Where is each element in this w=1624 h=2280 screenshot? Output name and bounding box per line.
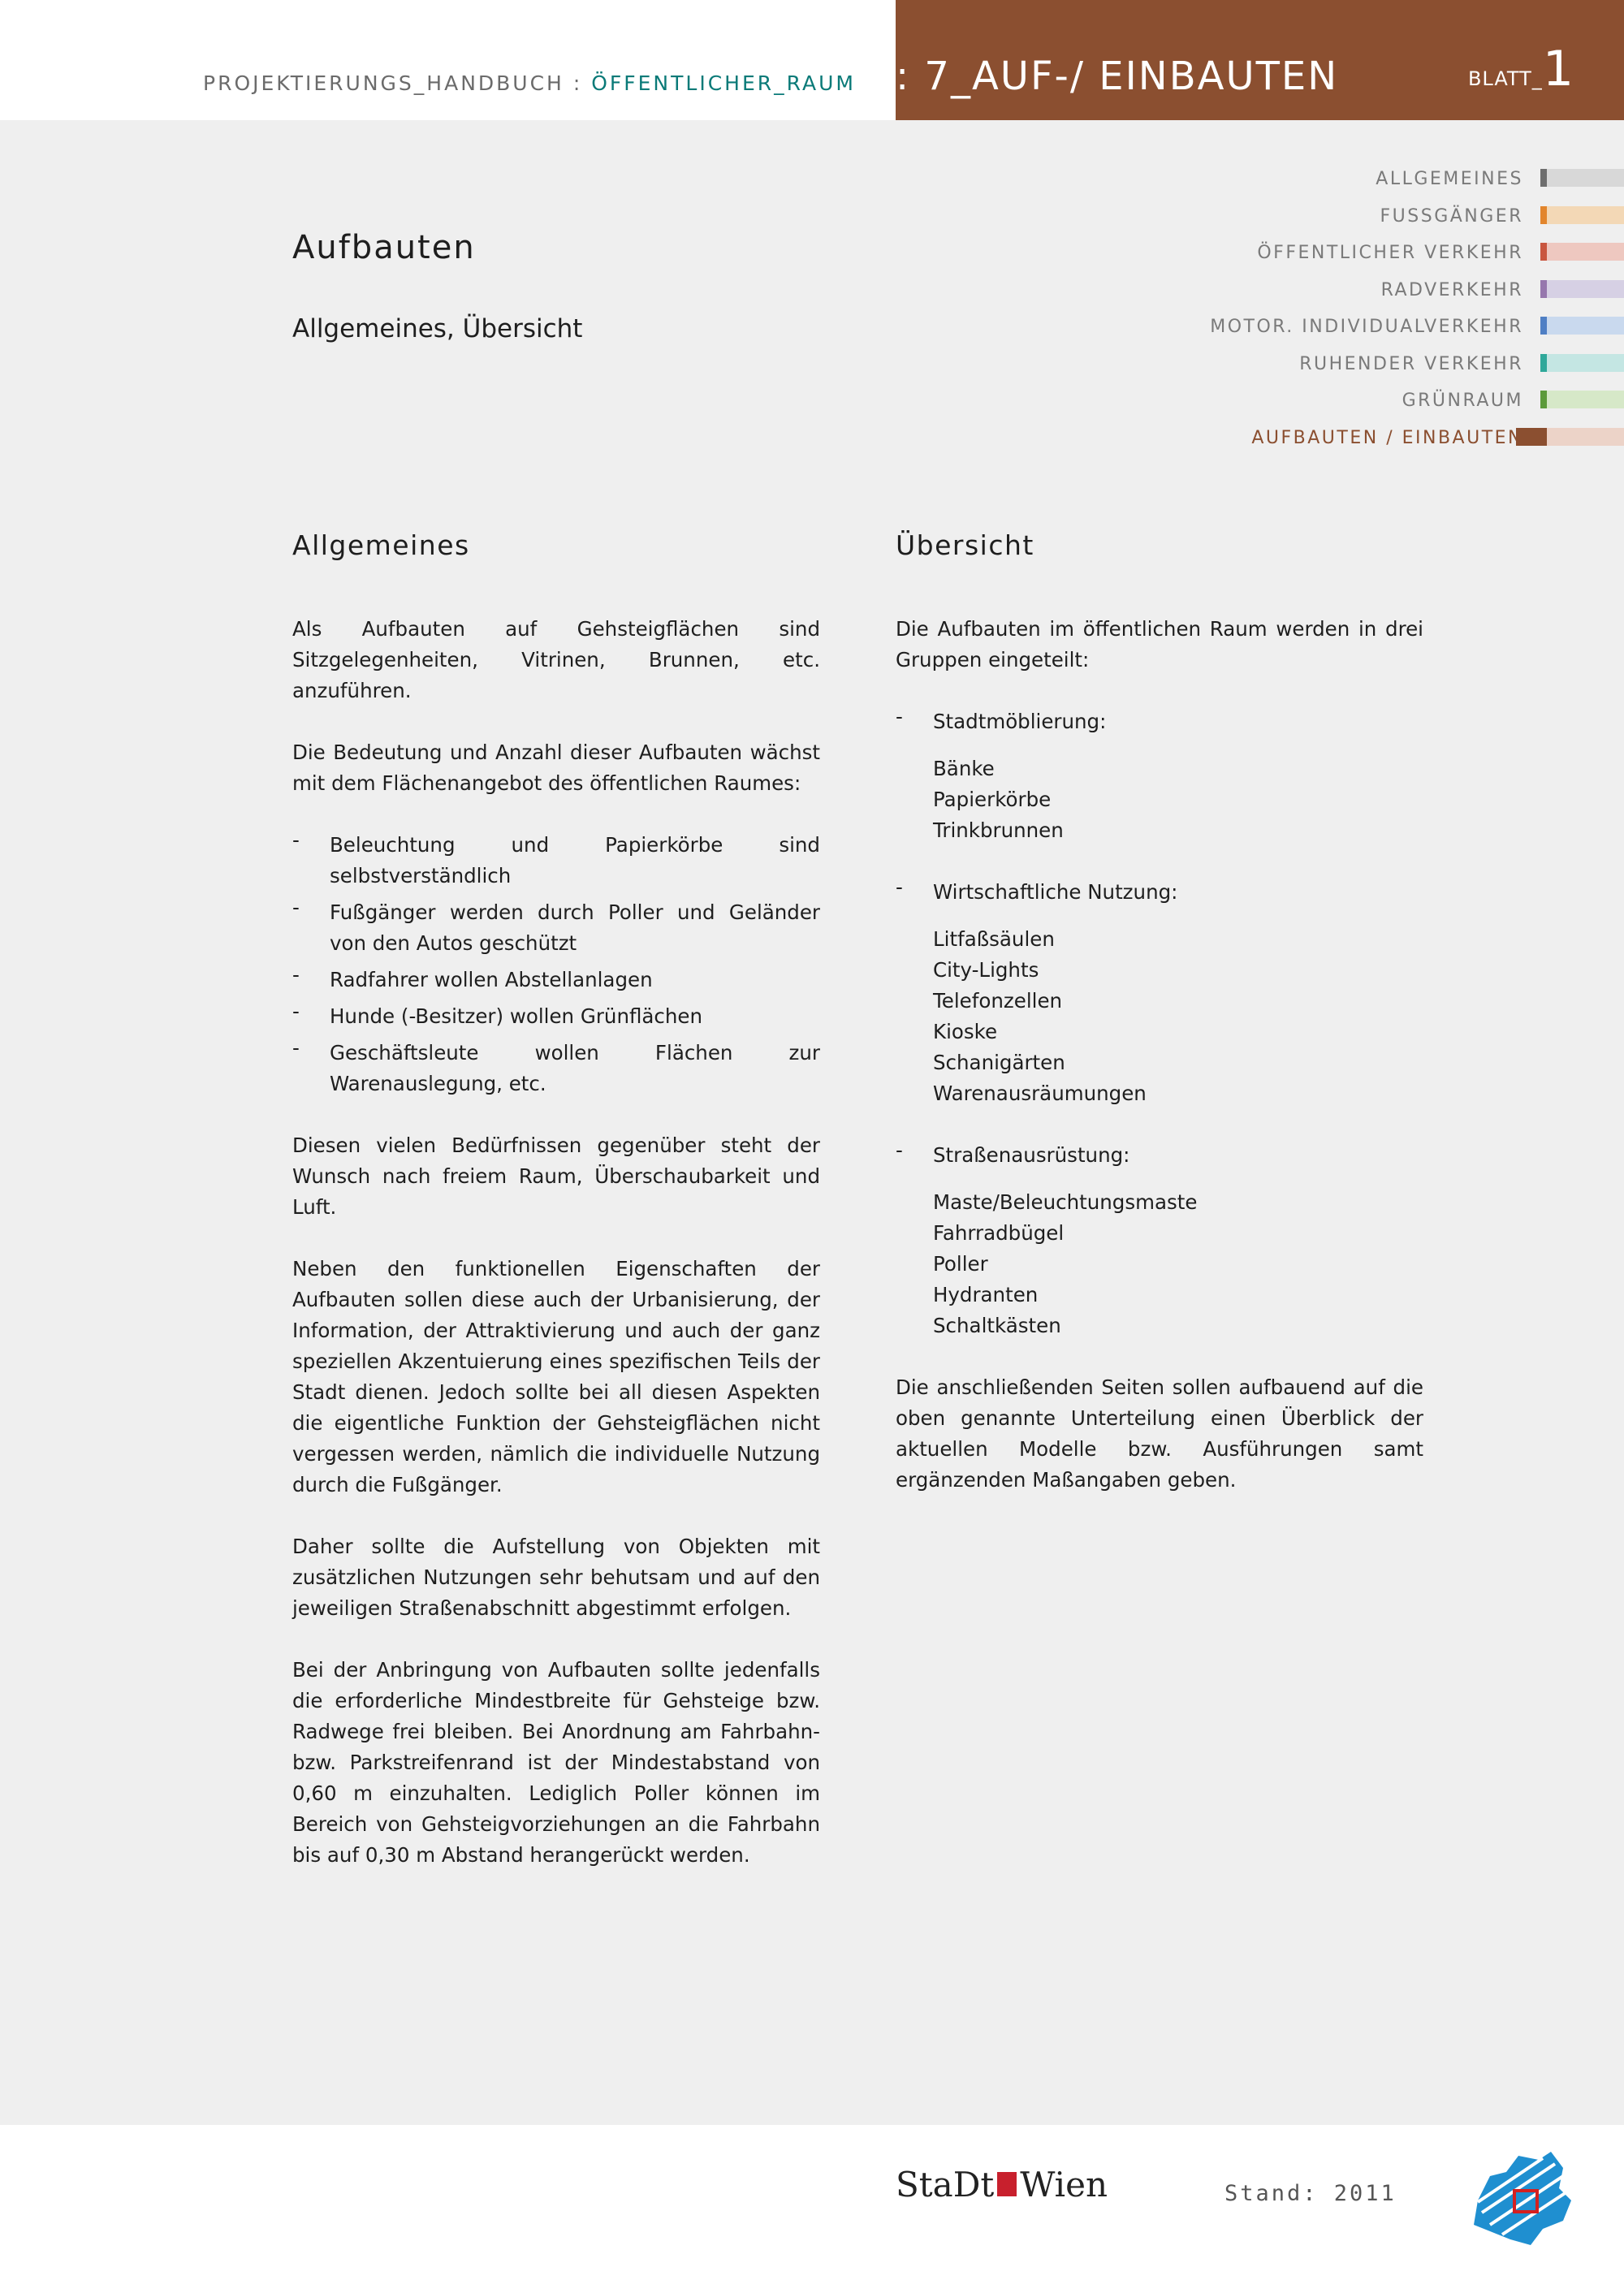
page-title: Aufbauten (292, 229, 476, 266)
nav-bar (1540, 391, 1624, 408)
nav-color-mark (1540, 391, 1547, 408)
nav-bar (1540, 243, 1624, 261)
section-heading-allgemeines: Allgemeines (292, 529, 470, 561)
bullet-list (292, 830, 820, 1099)
nav-item-oeffentlicher-verkehr[interactable] (1169, 236, 1624, 274)
list-item: - Geschäftsleute wollen Flächen zur Warenauslegung, etc. (292, 1038, 820, 1099)
list-item: City-Lights (933, 958, 1039, 982)
nav-color-mark (1540, 206, 1547, 224)
group-title: Straßenausrüstung: (933, 1143, 1130, 1167)
paragraph: Die anschließenden Seiten sollen aufbauend auf die oben genannte Unterteilung einen Überblick der aktuellen Modelle bzw. Ausführungen samt ergänzenden Maßangaben geben. (896, 1375, 1423, 1492)
list-item: - Beleuchtung und Papierkörbe sind selbstverständlich (292, 830, 820, 892)
column-uebersicht (896, 528, 1423, 1526)
list-item: Bänke (933, 757, 995, 780)
coat-of-arms-icon (997, 2172, 1017, 2196)
column-allgemeines (292, 528, 820, 1902)
breadcrumb-main: PROJEKTIERUNGS_HANDBUCH (203, 71, 564, 95)
group-strassenausruestung: - Straßenausrüstung: Maste/Beleuchtungsmaste Fahrradbügel Poller Hydranten Schaltkästen (896, 1140, 1423, 1341)
nav-item-label: MOTOR. INDIVIDUALVERKEHR (1210, 317, 1523, 337)
list-item: Schaltkästen (933, 1314, 1061, 1337)
sheet-label: BLATT_ (1467, 67, 1543, 90)
nav-item-label: AUFBAUTEN / EINBAUTEN (1251, 427, 1523, 448)
list-item: Litfaßsäulen (933, 927, 1055, 951)
paragraph: Die Aufbauten im öffentlichen Raum werden in drei Gruppen eingeteilt: (896, 617, 1423, 671)
vienna-map-icon (1462, 2144, 1579, 2249)
list-item: Poller (933, 1252, 988, 1276)
page-subtitle: Allgemeines, Übersicht (292, 314, 583, 343)
nav-item-motor-individualverkehr[interactable] (1169, 310, 1624, 348)
list-item: Hydranten (933, 1283, 1039, 1306)
page-header (0, 0, 1624, 120)
nav-color-mark (1540, 280, 1547, 298)
nav-bar (1540, 317, 1624, 335)
group-title: Stadtmöblierung: (933, 710, 1107, 733)
breadcrumb (203, 71, 856, 95)
paragraph: Neben den funktionellen Eigenschaften der Aufbauten sollen diese auch der Urbanisierung, der Information, der Attraktivierung und auch der ganz speziellen Akzentuierung eines spezifischen Teils der Stadt dienen. Jedoch sollte bei all diesen Aspekten die eigentliche Funktion der Gehsteigflächen nicht vergessen werden, nämlich die individuelle Nutzung durch die Fußgänger. (292, 1257, 820, 1496)
list-item: Papierkörbe (933, 788, 1052, 811)
nav-item-ruhender-verkehr[interactable] (1169, 348, 1624, 385)
paragraph: Die Bedeutung und Anzahl dieser Aufbauten wächst mit dem Flächenangebot des öffentlichen Raumes: (292, 741, 820, 795)
nav-item-radverkehr[interactable] (1169, 274, 1624, 311)
nav-color-mark (1540, 317, 1547, 335)
paragraph: Bei der Anbringung von Aufbauten sollte jedenfalls die erforderliche Mindestbreite für Gehsteige bzw. Radwege frei bleiben. Bei Anordnung am Fahrbahn- bzw. Parkstreifenrand ist der Mindestabstand von 0,60 m einzuhalten. Lediglich Poller können im Bereich von Gehsteigvorziehungen an die Fahrbahn bis auf 0,30 m Abstand herangerückt werden. (292, 1658, 820, 1867)
group-title: Wirtschaftliche Nutzung: (933, 880, 1178, 904)
nav-bar (1540, 206, 1624, 224)
nav-item-label: FUSSGÄNGER (1380, 205, 1523, 227)
nav-color-mark (1540, 354, 1547, 372)
list-item: Schanigärten (933, 1051, 1065, 1074)
chapter-title: : 7_AUF-/ EINBAUTEN (896, 54, 1339, 99)
nav-bar (1540, 354, 1624, 372)
paragraph: Diesen vielen Bedürfnissen gegenüber steht der Wunsch nach freiem Raum, Überschaubarkeit und Luft. (292, 1134, 820, 1219)
paragraph: Als Aufbauten auf Gehsteigflächen sind Sitzgelegenheiten, Vitrinen, Brunnen, etc. anzuführen. (292, 617, 820, 702)
nav-bar (1540, 428, 1624, 446)
breadcrumb-separator: : (572, 71, 583, 95)
logo-text-stadt: StaDt (896, 2165, 995, 2204)
section-heading-uebersicht: Übersicht (896, 529, 1034, 561)
nav-item-aufbauten-einbauten[interactable] (1169, 421, 1624, 459)
list-item: Warenausräumungen (933, 1082, 1147, 1105)
sheet-number-value: 1 (1542, 41, 1574, 97)
nav-item-label: RADVERKEHR (1380, 279, 1523, 300)
nav-bar (1540, 280, 1624, 298)
group-stadtmoeblierung: - Stadtmöblierung: Bänke Papierkörbe Trinkbrunnen (896, 706, 1423, 846)
nav-item-label: RUHENDER VERKEHR (1299, 353, 1523, 374)
list-item: - Fußgänger werden durch Poller und Geländer von den Autos geschützt (292, 897, 820, 959)
nav-color-mark (1540, 243, 1547, 261)
group-wirtschaftliche-nutzung: - Wirtschaftliche Nutzung: Litfaßsäulen City-Lights Telefonzellen Kioske Schanigärten Warenausräumungen (896, 877, 1423, 1109)
list-item: Maste/Beleuchtungsmaste (933, 1190, 1198, 1214)
list-item: Trinkbrunnen (933, 818, 1064, 842)
list-item: Kioske (933, 1020, 998, 1043)
nav-item-label: GRÜNRAUM (1402, 391, 1523, 411)
list-item: - Radfahrer wollen Abstellanlagen (292, 965, 820, 995)
nav-bar (1540, 169, 1624, 187)
list-item: Telefonzellen (933, 989, 1063, 1013)
paragraph: Daher sollte die Aufstellung von Objekten mit zusätzlichen Nutzungen sehr behutsam und auf den jeweiligen Straßenabschnitt abgestimmt erfolgen. (292, 1535, 820, 1620)
nav-item-allgemeines[interactable] (1169, 162, 1624, 200)
stand-date: Stand: 2011 (1224, 2181, 1397, 2206)
list-item: - Hunde (-Besitzer) wollen Grünflächen (292, 1001, 820, 1032)
chapter-navigation (1169, 162, 1624, 458)
nav-item-label: ÖFFENTLICHER VERKEHR (1257, 243, 1523, 263)
logo-text-wien: Wien (1020, 2165, 1108, 2204)
list-item: Fahrradbügel (933, 1221, 1065, 1245)
nav-item-fussgaenger[interactable] (1169, 200, 1624, 237)
nav-item-gruenraum[interactable] (1169, 384, 1624, 421)
stadt-wien-logo (896, 2165, 1108, 2204)
nav-color-mark (1540, 169, 1547, 187)
nav-item-label: ALLGEMEINES (1376, 169, 1523, 189)
sheet-number (1467, 41, 1574, 97)
breadcrumb-section: ÖFFENTLICHER_RAUM (591, 71, 856, 95)
